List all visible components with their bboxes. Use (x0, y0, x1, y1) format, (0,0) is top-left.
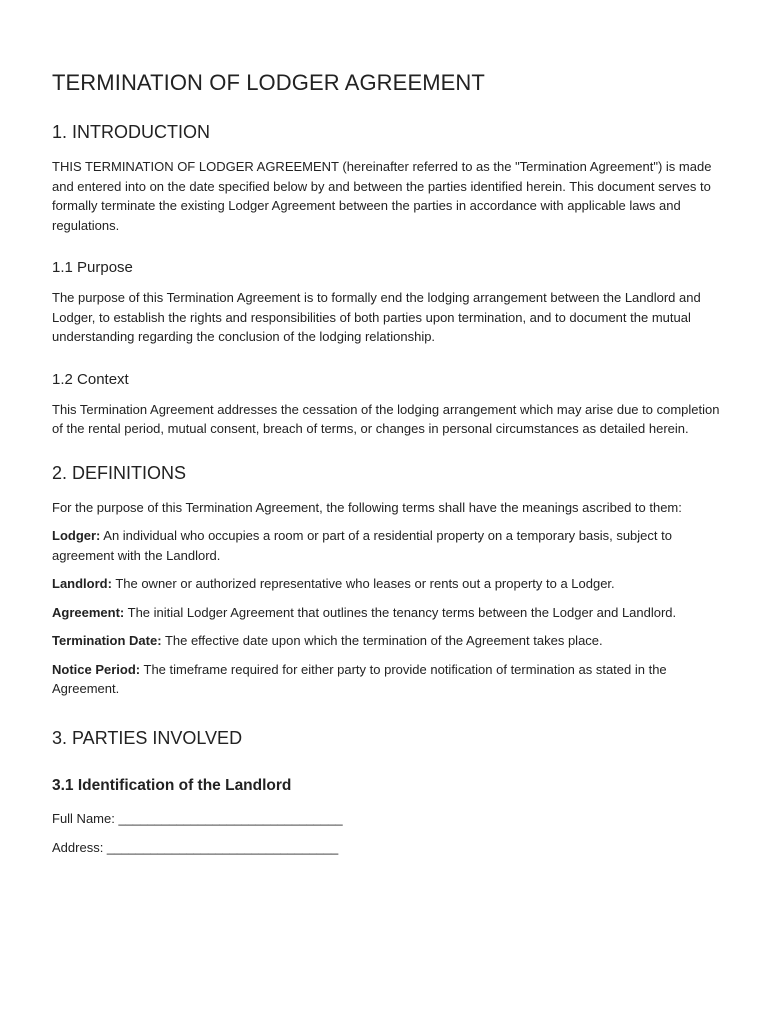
document-title: TERMINATION OF LODGER AGREEMENT (52, 70, 485, 95)
section-definitions-heading: 2. DEFINITIONS (52, 462, 187, 483)
definition-item (52, 660, 722, 699)
definition-text: The timeframe required for either party to provide notification of termination as stated in the Agreement. (52, 661, 667, 696)
definition-term: Agreement: (52, 604, 125, 620)
definition-item (52, 574, 722, 594)
document-page (52, 70, 722, 867)
context-paragraph: This Termination Agreement addresses the cessation of the lodging arrangement which may arise due to completion of the rental period, mutual consent, breach of terms, or changes in personal circumstances as detailed herein. (52, 401, 720, 436)
definitions-intro: For the purpose of this Termination Agreement, the following terms shall have the meanings ascribed to them: (52, 499, 682, 515)
landlord-full-name-field: Full Name: _______________________________ (52, 810, 343, 826)
purpose-paragraph: The purpose of this Termination Agreement is to formally end the lodging arrangement between the Landlord and Lodger, to establish the rights and responsibilities of both parties upon termination, and to document the mutual understanding regarding the conclusion of the lodging relationship. (52, 290, 701, 344)
definition-term: Notice Period: (52, 661, 141, 677)
definition-text: The effective date upon which the termination of the Agreement takes place. (161, 633, 603, 648)
purpose-heading: 1.1 Purpose (52, 259, 133, 276)
definition-term: Lodger: (52, 528, 101, 543)
context-heading: 1.2 Context (52, 370, 129, 388)
section-introduction-heading: 1. INTRODUCTION (52, 122, 211, 142)
definition-term: Landlord: (52, 576, 112, 591)
definition-text: The initial Lodger Agreement that outlines the tenancy terms between the Lodger and Landlord. (124, 604, 677, 620)
definition-term: Termination Date: (52, 633, 162, 648)
landlord-address-field: Address: ________________________________ (52, 839, 339, 855)
section-parties-heading: 3. PARTIES INVOLVED (52, 727, 243, 748)
landlord-identification-heading: 3.1 Identification of the Landlord (52, 776, 292, 794)
definition-item (52, 603, 722, 623)
definition-text: The owner or authorized representative who leases or rents out a property to a Lodger. (111, 576, 615, 591)
definition-text: An individual who occupies a room or part of a residential property on a temporary basis, subject to agreement with the Landlord. (52, 528, 672, 563)
introduction-paragraph: THIS TERMINATION OF LODGER AGREEMENT (hereinafter referred to as the "Termination Agreement") is made and entered into on the date specified below by and between the parties identified herein. This document serves to formally terminate the existing Lodger Agreement between the parties in accordance with applicable laws and regulations. (52, 159, 712, 233)
definition-item (52, 631, 722, 651)
definition-item (52, 526, 722, 565)
definitions-list (52, 498, 722, 699)
